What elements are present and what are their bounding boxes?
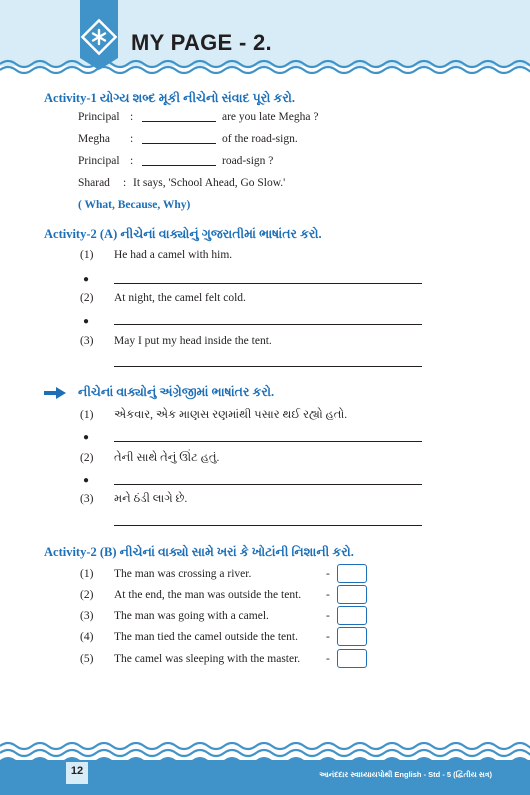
true-false-box[interactable] xyxy=(337,649,367,668)
dialogue-text: of the road-sign. xyxy=(222,133,298,145)
list-item: (1) He had a camel with him. xyxy=(80,249,233,261)
list-item: (1) The man was crossing a river. xyxy=(80,568,252,580)
dialogue-row: Principal : are you late Megha ? xyxy=(78,111,319,123)
list-item: (3) મને ઠંડી લાગે છે. xyxy=(80,493,188,505)
list-item: (1) એકવાર, એક માણસ રણમાંથી પસાર થઈ રહ્યો હતો. xyxy=(80,409,348,421)
answer-line[interactable] xyxy=(114,366,422,367)
true-false-box[interactable] xyxy=(337,585,367,604)
answer-line[interactable] xyxy=(114,283,422,284)
page-title: MY PAGE - 2. xyxy=(131,30,272,55)
list-item: (4) The man tied the camel outside the tent. xyxy=(80,631,298,643)
dialogue-row: Principal : road-sign ? xyxy=(78,155,274,167)
list-item: (5) The camel was sleeping with the master. xyxy=(80,653,301,665)
arrow-right-icon xyxy=(44,387,66,399)
speaker: Megha xyxy=(78,133,110,145)
translate-en-heading: નીચેનાં વાક્યોનું અંગ્રેજીમાં ભાષાંતર કરો. xyxy=(78,385,275,399)
list-item: (3) The man was going with a camel. xyxy=(80,610,269,622)
list-item: (3) May I put my head inside the tent. xyxy=(80,335,272,347)
true-false-box[interactable] xyxy=(337,564,367,583)
true-false-box[interactable] xyxy=(337,627,367,646)
bullet: ● xyxy=(83,316,90,327)
dialogue-text: It says, 'School Ahead, Go Slow.' xyxy=(133,177,286,189)
list-item: (2) At night, the camel felt cold. xyxy=(80,292,246,304)
answer-line[interactable] xyxy=(114,324,422,325)
answer-line[interactable] xyxy=(114,484,422,485)
bullet: ● xyxy=(83,475,90,486)
answer-blank[interactable] xyxy=(142,165,216,166)
speaker: Principal xyxy=(78,111,120,123)
dialogue-text: are you late Megha ? xyxy=(222,111,319,123)
activity1-heading: Activity-1 યોગ્ય શબ્દ મૂકી નીચેનો સંવાદ પૂરો કરો. xyxy=(44,91,296,105)
word-hint: ( What, Because, Why) xyxy=(78,199,191,211)
dialogue-row: Sharad : It says, 'School Ahead, Go Slow.' xyxy=(78,177,286,189)
answer-line[interactable] xyxy=(114,525,422,526)
answer-line[interactable] xyxy=(114,441,422,442)
activity2b-heading: Activity-2 (B) નીચેનાં વાક્યો સામે ખરાં કે ખોટાંની નિશાની કરો. xyxy=(44,545,354,559)
list-item: (2) તેની સાથે તેનું ઊંટ હતું. xyxy=(80,452,220,464)
answer-blank[interactable] xyxy=(142,121,216,122)
speaker: Sharad xyxy=(78,177,110,189)
answer-blank[interactable] xyxy=(142,143,216,144)
list-item: (2) At the end, the man was outside the tent. xyxy=(80,589,302,601)
page-number: 12 xyxy=(70,765,84,777)
bullet: ● xyxy=(83,274,90,285)
book-title: આનંદદાર સ્વાધ્યાયપોથી English - Std - 5 (દ્વિતીય સત્ર) xyxy=(319,770,492,779)
speaker: Principal xyxy=(78,155,120,167)
dialogue-row: Megha : of the road-sign. xyxy=(78,133,298,145)
bullet: ● xyxy=(83,432,90,443)
dialogue-text: road-sign ? xyxy=(222,155,274,167)
true-false-box[interactable] xyxy=(337,606,367,625)
activity2a-heading: Activity-2 (A) નીચેનાં વાક્યોનું ગુજરાતીમાં ભાષાંતર કરો. xyxy=(44,227,322,241)
page-badge xyxy=(74,0,124,72)
